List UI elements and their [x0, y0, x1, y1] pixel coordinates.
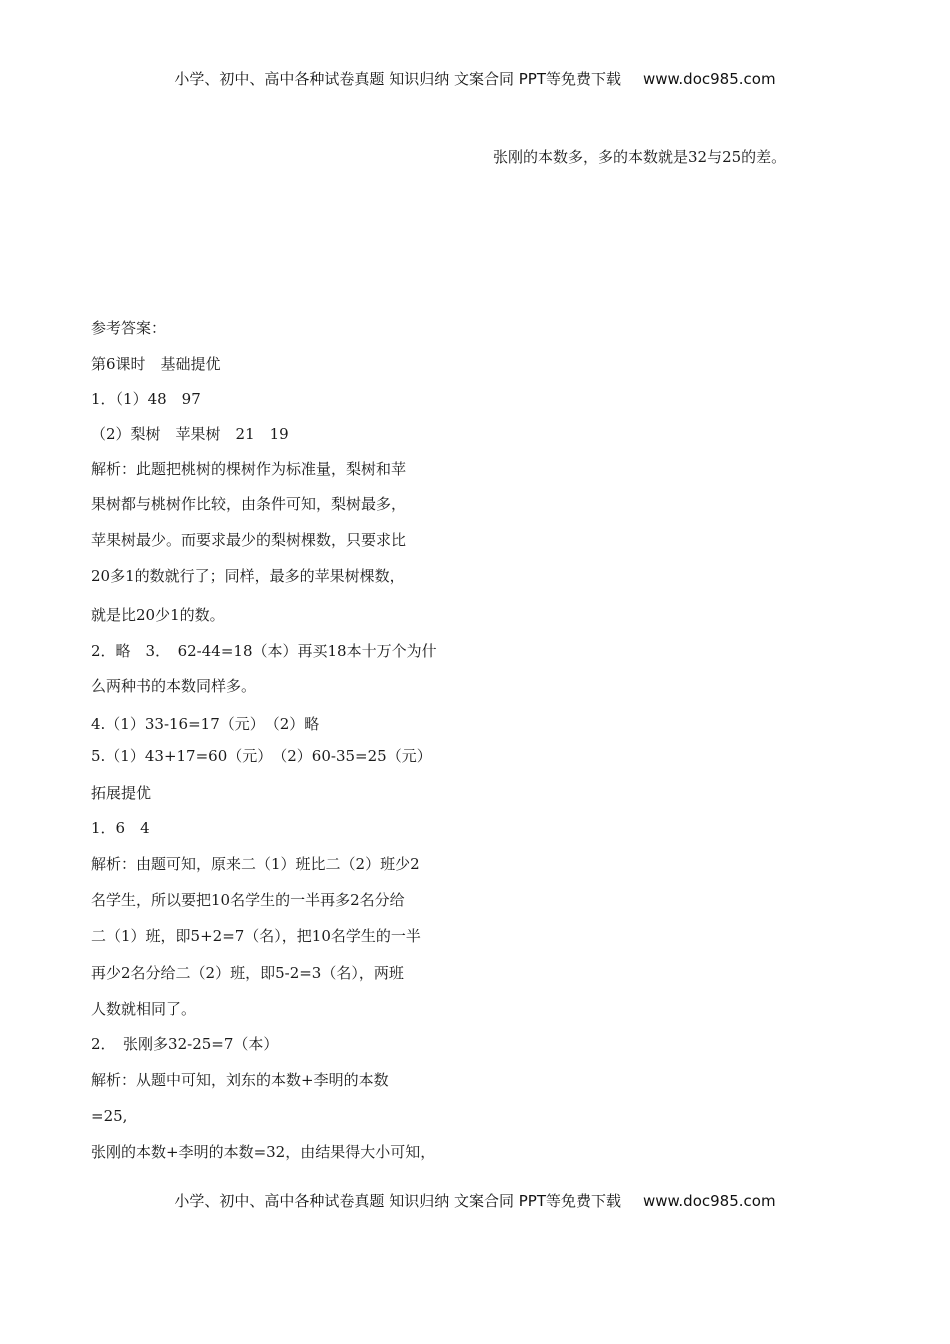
answer-line: 2．略 3． 62-44=18（本）再买18本十万个为什 — [91, 642, 437, 660]
answer-line: 人数就相同了。 — [91, 1000, 197, 1018]
page-header — [0, 68, 950, 89]
carryover-line: 张刚的本数多，多的本数就是32与25的差。 — [493, 148, 787, 166]
answer-line: 二（1）班，即5+2=7（名），把10名学生的一半 — [91, 927, 421, 945]
answer-line: 20多1的数就行了；同样，最多的苹果树棵数， — [91, 567, 405, 585]
answer-line: 解析：由题可知，原来二（1）班比二（2）班少2 — [91, 855, 420, 873]
answer-line: （2）梨树 苹果树 21 19 — [91, 425, 289, 443]
answer-line: 拓展提优 — [91, 784, 152, 802]
header-site-link[interactable]: www.doc985.com — [642, 70, 776, 88]
answer-line: 么两种书的本数同样多。 — [91, 677, 257, 695]
page-footer — [0, 1190, 950, 1211]
answer-line: 第6课时 基础提优 — [91, 355, 221, 373]
header-text: 小学、初中、高中各种试卷真题 知识归纳 文案合同 PPT等免费下载 — [174, 70, 621, 88]
answer-line: 解析：从题中可知，刘东的本数+李明的本数 — [91, 1071, 389, 1089]
footer-site-link[interactable]: www.doc985.com — [642, 1192, 776, 1210]
answer-line: 解析：此题把桃树的棵树作为标准量，梨树和苹 — [91, 460, 407, 478]
answer-line: 2． 张刚多32-25=7（本） — [91, 1035, 279, 1053]
answer-line: 4.（1）33-16=17（元） （2）略 — [91, 715, 320, 733]
answer-line: =25, — [91, 1107, 128, 1125]
answer-heading: 参考答案： — [91, 319, 167, 337]
footer-text: 小学、初中、高中各种试卷真题 知识归纳 文案合同 PPT等免费下载 — [174, 1192, 621, 1210]
answer-line: 就是比20少1的数。 — [91, 606, 225, 624]
answer-line: 苹果树最少。而要求最少的梨树棵数，只要求比 — [91, 531, 407, 549]
answer-line: 1．（1）48 97 — [91, 390, 201, 408]
answer-line: 果树都与桃树作比较，由条件可知，梨树最多， — [91, 495, 407, 513]
answer-line: 名学生，所以要把10名学生的一半再多2名分给 — [91, 891, 405, 909]
answer-line: 1．6 4 — [91, 819, 150, 837]
answer-line: 5.（1）43+17=60（元） （2）60-35=25（元） — [91, 747, 432, 765]
answer-line: 张刚的本数+李明的本数=32，由结果得大小可知， — [91, 1143, 436, 1161]
answer-line: 再少2名分给二（2）班，即5-2=3（名），两班 — [91, 964, 404, 982]
